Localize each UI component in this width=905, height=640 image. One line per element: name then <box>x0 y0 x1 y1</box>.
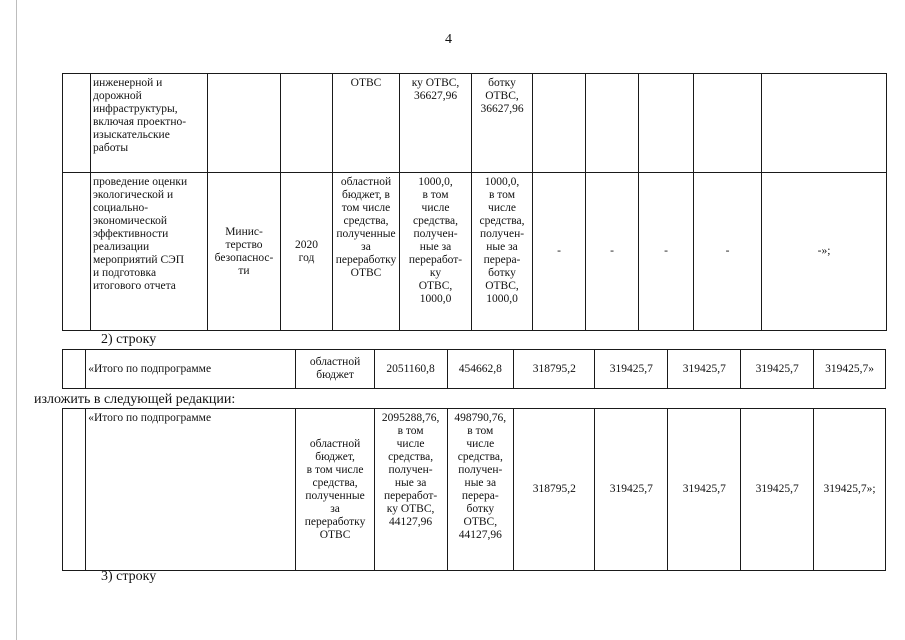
cell-number <box>63 74 91 173</box>
cell-text-line: ку <box>429 267 442 279</box>
cell-2021: - <box>586 173 639 331</box>
cell-text-line: числе <box>421 202 450 214</box>
cell-value: 319425,7 <box>741 409 814 571</box>
table-row <box>63 173 887 331</box>
cell-text-line: работы <box>93 142 129 154</box>
cell-text-line: 498790,76, <box>454 412 507 424</box>
cell-text-line: средства, <box>343 215 389 227</box>
cell-text-line: бюджет, <box>315 450 355 463</box>
cell-text-line: 44127,96 <box>458 529 502 541</box>
cell-text-line: 1000,0 <box>486 293 518 305</box>
cell-text-line: 1000,0, <box>418 176 453 188</box>
cell-source <box>296 409 374 571</box>
cell-value: 2051160,8 <box>374 350 447 389</box>
cell-text-line: 44127,96 <box>389 516 433 528</box>
cell-text-line: инфраструктуры, <box>93 103 178 115</box>
table-row <box>63 74 887 173</box>
cell-text-line: 36627,96 <box>413 90 458 102</box>
cell-value: 318795,2 <box>514 409 595 571</box>
cell-text-line: средства, <box>312 476 358 489</box>
cell-2023 <box>694 74 762 173</box>
cell-number <box>63 409 86 571</box>
cell-text-line: безопаснос- <box>214 251 274 264</box>
cell-value: 318795,2 <box>514 350 595 389</box>
cell-text-line: перера- <box>483 254 521 266</box>
cell-value: 319425,7 <box>668 409 741 571</box>
cell-number <box>63 173 91 331</box>
cell-source <box>333 74 400 173</box>
cell-text-line: в том <box>489 189 515 201</box>
cell-text-line: ОТВС <box>350 77 382 89</box>
cell-text-line: 36627,96 <box>480 103 524 115</box>
cell-2019 <box>472 173 533 331</box>
cell-text-line: мероприятий СЭП <box>93 254 185 266</box>
table-row <box>63 409 886 571</box>
cell-text-line: итогового отчета <box>93 280 176 292</box>
cell-text-line: 1000,0, <box>484 176 520 188</box>
cell-text-line: за <box>361 241 371 253</box>
cell-text-line: ОТВС <box>319 528 351 541</box>
cell-text-line: бюджет <box>316 369 354 381</box>
cell-text-line: ОТВС <box>350 267 382 279</box>
cell-text-line: ку ОТВС, <box>411 77 460 89</box>
cell-text-line: в том числе <box>306 463 364 476</box>
sheet-edge <box>16 0 17 640</box>
cell-text-line: ботку <box>466 503 495 515</box>
cell-2022 <box>639 74 694 173</box>
cell-text-line: терство <box>225 238 263 251</box>
cell-text-line: средства, <box>388 451 434 463</box>
cell-text-line: ботку <box>488 267 516 279</box>
cell-2019 <box>447 409 514 571</box>
cell-text-line: 2020 <box>295 238 318 251</box>
cell-executor <box>208 74 281 173</box>
cell-value: 319425,7 <box>668 350 741 389</box>
cell-2023: - <box>694 173 762 331</box>
cell-text-line: средства, <box>457 451 503 463</box>
cell-source <box>333 173 400 331</box>
cell-text-line: в том <box>467 425 494 437</box>
cell-value: 319425,7 <box>595 350 668 389</box>
cell-2024 <box>762 74 887 173</box>
cell-value: 319425,7»; <box>814 409 886 571</box>
cell-2022: - <box>639 173 694 331</box>
cell-text-line: ные за <box>486 241 518 253</box>
cell-text-line: и подготовка <box>93 267 157 279</box>
cell-text-line: ОТВС, <box>418 280 453 292</box>
cell-text-line: полученные <box>305 489 365 502</box>
cell-year <box>281 74 333 173</box>
cell-text-line: экологической и <box>93 189 174 201</box>
cell-text-line: переработ- <box>383 490 438 502</box>
cell-text-line: за <box>330 502 340 515</box>
cell-activity-name <box>91 173 208 331</box>
cell-text-line: включая проектно- <box>93 116 187 128</box>
cell-2019 <box>472 74 533 173</box>
cell-text-line: в том <box>422 189 449 201</box>
cell-text-line: 1000,0 <box>419 293 452 305</box>
cell-total <box>400 74 472 173</box>
cell-value: 454662,8 <box>447 350 514 389</box>
cell-text-line: средства, <box>479 215 525 227</box>
cell-text-line: том числе <box>341 202 391 214</box>
cell-text-line: эффективности <box>93 228 169 240</box>
cell-text-line: числе <box>466 438 495 450</box>
cell-value: 319425,7 <box>595 409 668 571</box>
cell-year <box>281 173 333 331</box>
cell-text-line: переработку <box>335 254 397 266</box>
cell-2020 <box>533 74 586 173</box>
cell-text-line: реализации <box>93 241 150 253</box>
cell-text-line: числе <box>488 202 516 214</box>
program-table-continued <box>62 73 887 331</box>
cell-text-line: получен- <box>388 464 433 476</box>
cell-text-line: ти <box>238 264 250 277</box>
cell-source <box>296 350 374 389</box>
cell-text-line: ку ОТВС, <box>386 503 435 515</box>
cell-text-line: получен- <box>458 464 503 476</box>
cell-text-line: получен- <box>413 228 458 240</box>
cell-text-line: числе <box>396 438 425 450</box>
cell-total-label: «Итого по подпрограмме <box>86 409 296 571</box>
cell-text-line: областной <box>309 356 361 368</box>
cell-text-line: областной <box>309 437 361 450</box>
cell-text-line: переработ- <box>408 254 463 266</box>
cell-text-line: изыскательские <box>93 129 170 141</box>
cell-total-label: «Итого по подпрограмме <box>86 350 296 389</box>
cell-text-line: инженерной и <box>93 77 163 89</box>
cell-text-line: 2095288,76, <box>381 412 440 424</box>
page-number: 4 <box>445 32 452 47</box>
label-edit-instruction: изложить в следующей редакции: <box>34 392 236 407</box>
cell-text-line: ные за <box>419 241 452 253</box>
cell-text-line: Минис- <box>225 225 263 238</box>
label-row-2: 2) строку <box>101 332 157 347</box>
table-row <box>63 350 886 389</box>
cell-2024: -»; <box>762 173 887 331</box>
cell-text-line: полученные <box>336 228 396 240</box>
cell-text-line: получен- <box>479 228 525 240</box>
cell-number <box>63 350 86 389</box>
cell-text-line: ные за <box>464 477 497 489</box>
cell-total <box>400 173 472 331</box>
cell-text-line: средства, <box>412 215 459 227</box>
label-row-3: 3) строку <box>101 569 157 584</box>
cell-text-line: ботку <box>488 77 516 89</box>
cell-text-line: бюджет, в <box>342 189 390 201</box>
cell-text-line: ОТВС, <box>463 516 498 528</box>
cell-2021 <box>586 74 639 173</box>
cell-text-line: областной <box>340 176 392 188</box>
totals-table-new <box>62 408 886 571</box>
cell-value: 319425,7 <box>741 350 814 389</box>
cell-2020: - <box>533 173 586 331</box>
cell-executor <box>208 173 281 331</box>
cell-text-line: проведение оценки <box>93 176 188 188</box>
cell-text-line: в том <box>397 425 424 437</box>
cell-text-line: социально- <box>93 202 149 214</box>
cell-text-line: дорожной <box>93 90 142 102</box>
cell-text-line: перера- <box>461 490 499 502</box>
cell-text-line: экономической <box>93 215 167 227</box>
cell-total <box>374 409 447 571</box>
cell-text-line: переработку <box>304 515 366 528</box>
cell-activity-name <box>91 74 208 173</box>
totals-table-old <box>62 349 886 389</box>
cell-text-line: ные за <box>394 477 427 489</box>
cell-text-line: ОТВС, <box>485 90 519 102</box>
cell-text-line: год <box>298 251 315 264</box>
cell-value: 319425,7» <box>814 350 886 389</box>
cell-text-line: ОТВС, <box>485 280 519 292</box>
